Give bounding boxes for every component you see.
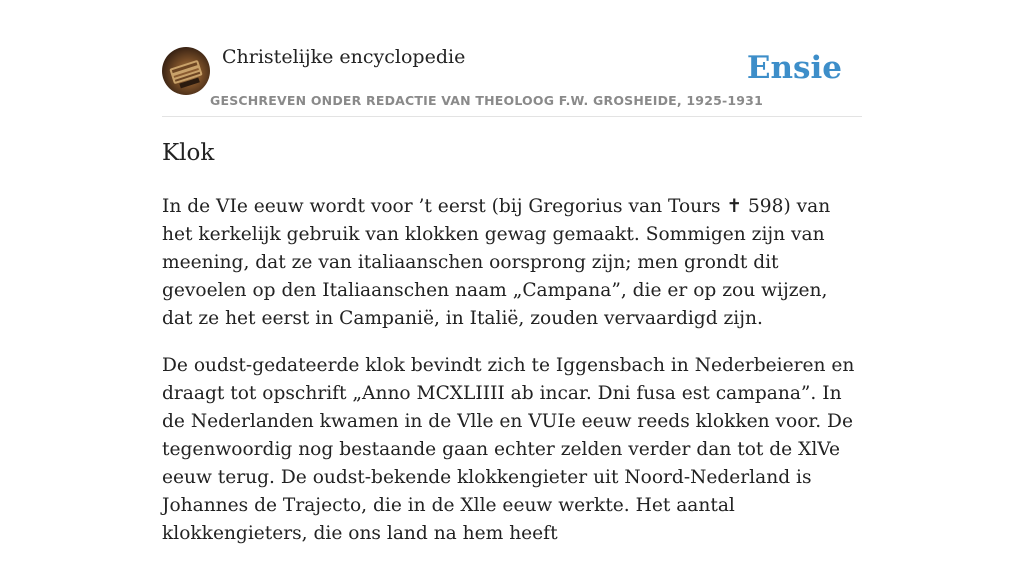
article-body — [162, 193, 862, 567]
source-subtitle: GESCHREVEN ONDER REDACTIE VAN THEOLOOG F.W. GROSHEIDE, 1925-1931 — [210, 93, 763, 108]
ensie-logo[interactable]: Ensie — [746, 50, 842, 86]
book-image-icon — [162, 47, 210, 95]
source-title[interactable]: Christelijke encyclopedie — [222, 46, 466, 68]
article-paragraph: In de VIe eeuw wordt voor ’t eerst (bij Gregorius van Tours ✝ 598) van het kerkelijk gebruik van klokken gewag gemaakt. Sommigen zijn van meening, dat ze van italiaanschen oorsprong zijn; men grondt dit gevoelen op den Italiaanschen naam „Campana”, die er op zou wijzen, dat ze het eerst in Campanië, in Italië, zouden vervaardigd zijn. — [162, 196, 831, 329]
source-header — [162, 44, 862, 117]
article-title: Klok — [162, 140, 215, 166]
source-avatar[interactable] — [162, 47, 210, 95]
article-paragraph: De oudst-gedateerde klok bevindt zich te Iggensbach in Nederbeieren en draagt tot opschrift „Anno MCXLIIII ab incar. Dni fusa est campana”. In de Nederlanden kwamen in de Vlle en VUIe eeuw reeds klokken voor. De tegenwoordig nog bestaande gaan echter zelden verder dan tot de XlVe eeuw terug. De oudst-bekende klokkengieter uit Noord-Nederland is Johannes de Trajecto, die in de Xlle eeuw werkte. Het aantal klokkengieters, die ons land na hem heeft — [162, 355, 855, 544]
